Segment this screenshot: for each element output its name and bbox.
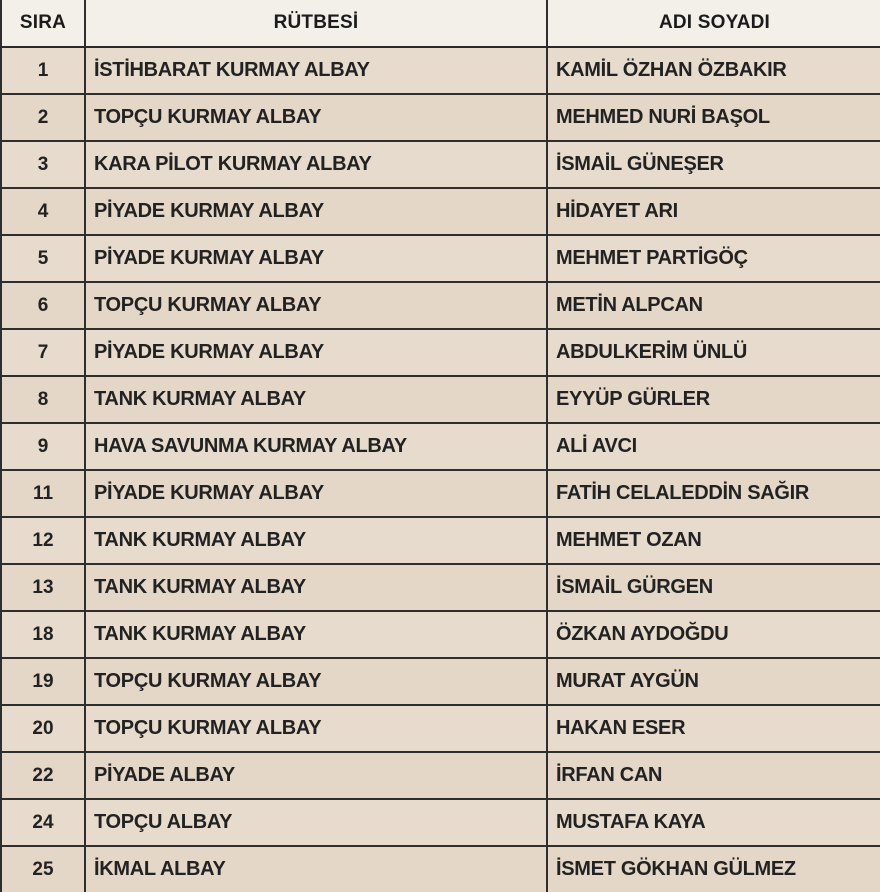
name-cell: KAMİL ÖZHAN ÖZBAKIR xyxy=(547,47,880,94)
table-row xyxy=(1,235,880,282)
name-cell: İSMET GÖKHAN GÜLMEZ xyxy=(547,846,880,892)
name-cell: ALİ AVCI xyxy=(547,423,880,470)
sira-cell: 1 xyxy=(1,47,85,94)
table-row xyxy=(1,517,880,564)
table-row xyxy=(1,188,880,235)
rank-cell: TOPÇU ALBAY xyxy=(85,799,547,846)
name-cell: İRFAN CAN xyxy=(547,752,880,799)
sira-cell: 2 xyxy=(1,94,85,141)
sira-cell: 19 xyxy=(1,658,85,705)
table-row xyxy=(1,658,880,705)
rank-cell: HAVA SAVUNMA KURMAY ALBAY xyxy=(85,423,547,470)
sira-cell: 6 xyxy=(1,282,85,329)
table-row xyxy=(1,94,880,141)
header-rutbe: RÜTBESİ xyxy=(85,0,547,47)
rank-cell: PİYADE KURMAY ALBAY xyxy=(85,470,547,517)
table-row xyxy=(1,752,880,799)
header-adi-soyadi: ADI SOYADI xyxy=(547,0,880,47)
table-row xyxy=(1,282,880,329)
name-cell: MUSTAFA KAYA xyxy=(547,799,880,846)
name-cell: İSMAİL GÜNEŞER xyxy=(547,141,880,188)
name-cell: MEHMET PARTİGÖÇ xyxy=(547,235,880,282)
rank-cell: TOPÇU KURMAY ALBAY xyxy=(85,94,547,141)
name-cell: MEHMED NURİ BAŞOL xyxy=(547,94,880,141)
name-cell: MURAT AYGÜN xyxy=(547,658,880,705)
name-cell: ABDULKERİM ÜNLÜ xyxy=(547,329,880,376)
table-row xyxy=(1,141,880,188)
sira-cell: 20 xyxy=(1,705,85,752)
table-row xyxy=(1,376,880,423)
header-row xyxy=(1,0,880,47)
name-cell: MEHMET OZAN xyxy=(547,517,880,564)
name-cell: HİDAYET ARI xyxy=(547,188,880,235)
rank-cell: TOPÇU KURMAY ALBAY xyxy=(85,282,547,329)
rank-cell: TOPÇU KURMAY ALBAY xyxy=(85,658,547,705)
name-cell: FATİH CELALEDDİN SAĞIR xyxy=(547,470,880,517)
sira-cell: 11 xyxy=(1,470,85,517)
sira-cell: 25 xyxy=(1,846,85,892)
sira-cell: 5 xyxy=(1,235,85,282)
sira-cell: 24 xyxy=(1,799,85,846)
rank-cell: İKMAL ALBAY xyxy=(85,846,547,892)
table-body xyxy=(1,47,880,892)
sira-cell: 12 xyxy=(1,517,85,564)
table-row xyxy=(1,329,880,376)
sira-cell: 8 xyxy=(1,376,85,423)
table-row xyxy=(1,799,880,846)
table-row xyxy=(1,564,880,611)
table-row xyxy=(1,47,880,94)
name-cell: METİN ALPCAN xyxy=(547,282,880,329)
rank-cell: TANK KURMAY ALBAY xyxy=(85,564,547,611)
sira-cell: 13 xyxy=(1,564,85,611)
sira-cell: 7 xyxy=(1,329,85,376)
rank-cell: TANK KURMAY ALBAY xyxy=(85,517,547,564)
table-header xyxy=(1,0,880,47)
rank-cell: İSTİHBARAT KURMAY ALBAY xyxy=(85,47,547,94)
name-cell: ÖZKAN AYDOĞDU xyxy=(547,611,880,658)
sira-cell: 4 xyxy=(1,188,85,235)
rank-cell: TOPÇU KURMAY ALBAY xyxy=(85,705,547,752)
sira-cell: 18 xyxy=(1,611,85,658)
rank-cell: PİYADE KURMAY ALBAY xyxy=(85,188,547,235)
rank-cell: KARA PİLOT KURMAY ALBAY xyxy=(85,141,547,188)
rank-cell: PİYADE KURMAY ALBAY xyxy=(85,235,547,282)
table-row xyxy=(1,705,880,752)
table-row xyxy=(1,423,880,470)
name-cell: EYYÜP GÜRLER xyxy=(547,376,880,423)
sira-cell: 9 xyxy=(1,423,85,470)
name-cell: HAKAN ESER xyxy=(547,705,880,752)
rank-cell: TANK KURMAY ALBAY xyxy=(85,611,547,658)
rank-cell: PİYADE KURMAY ALBAY xyxy=(85,329,547,376)
rank-cell: PİYADE ALBAY xyxy=(85,752,547,799)
table-row xyxy=(1,846,880,892)
table-row xyxy=(1,611,880,658)
table-row xyxy=(1,470,880,517)
sira-cell: 3 xyxy=(1,141,85,188)
header-sira: SIRA xyxy=(1,0,85,47)
rank-cell: TANK KURMAY ALBAY xyxy=(85,376,547,423)
name-cell: İSMAİL GÜRGEN xyxy=(547,564,880,611)
sira-cell: 22 xyxy=(1,752,85,799)
